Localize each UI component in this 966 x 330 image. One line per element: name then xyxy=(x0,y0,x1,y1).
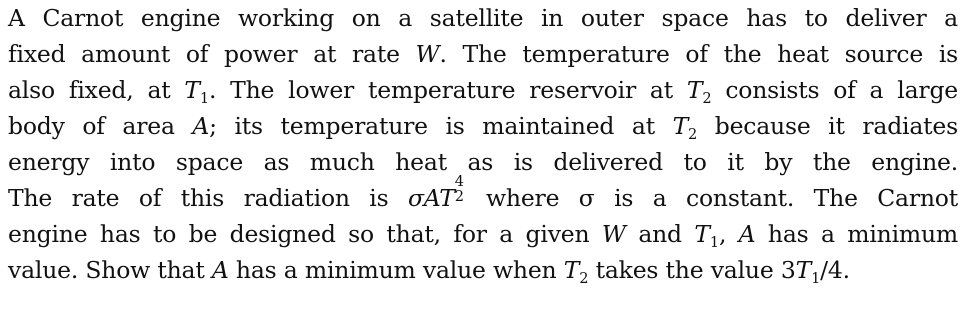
text-line-7 xyxy=(8,216,958,252)
text-line-5 xyxy=(8,144,958,180)
math-symbol: W xyxy=(415,40,440,68)
text-line-1 xyxy=(8,0,958,36)
text-run: consists of a large xyxy=(711,76,958,104)
math-supsub xyxy=(454,172,467,207)
math-subscript: 2 xyxy=(688,126,698,144)
text-line-6 xyxy=(8,172,959,216)
text-run: engine has to be designed so that, for a given xyxy=(8,220,602,248)
text-run: value. Show that xyxy=(8,256,212,284)
math-symbol: T xyxy=(672,112,689,140)
text-run: ; its temperature is maintained at xyxy=(209,112,673,140)
math-subscript: 1 xyxy=(199,90,209,108)
math-symbol: A xyxy=(423,184,440,212)
text-run: . The temperature of the heat source is xyxy=(439,40,958,68)
math-symbol: A xyxy=(192,112,210,140)
text-run: has a minimum xyxy=(755,220,958,248)
text-line-8 xyxy=(8,252,958,288)
math-symbol: T xyxy=(439,184,455,212)
text-run: takes the value 3 xyxy=(588,256,796,284)
text-run: has a minimum value when xyxy=(228,256,564,284)
math-symbol: T xyxy=(795,256,812,284)
text-run: The rate of this radiation is xyxy=(8,184,408,212)
math-symbol: A xyxy=(738,220,756,248)
math-symbol: T xyxy=(686,76,703,104)
math-subscript: 2 xyxy=(702,90,712,108)
text-run: also fixed, at xyxy=(8,76,185,104)
text-run: A Carnot engine working on a satellite in outer space has to deliver a xyxy=(8,4,958,32)
text-run: where σ is a constant. The Carnot xyxy=(466,184,959,212)
text-run: energy into space as much heat as is delivered to it by the engine. xyxy=(8,148,958,176)
math-symbol: T xyxy=(694,220,710,248)
text-run: . The lower temperature reservoir at xyxy=(208,76,687,104)
math-subscript: 2 xyxy=(454,187,464,205)
text-run: and xyxy=(625,220,695,248)
math-subscript: 1 xyxy=(709,234,719,252)
text-line-2 xyxy=(8,36,958,72)
text-line-4 xyxy=(8,108,958,144)
math-symbol: σ xyxy=(407,184,424,212)
text-run: body of area xyxy=(8,112,193,140)
math-symbol: T xyxy=(184,76,200,104)
text-line-3 xyxy=(8,72,958,108)
math-subscript: 2 xyxy=(579,270,589,288)
math-superscript: 4 xyxy=(454,172,464,190)
text-run: fixed amount of power at rate xyxy=(8,40,416,68)
math-symbol: W xyxy=(601,220,626,248)
problem-text xyxy=(8,0,958,288)
text-run: /4. xyxy=(820,256,850,284)
math-subscript: 1 xyxy=(811,270,821,288)
text-run: , xyxy=(718,220,739,248)
math-symbol: A xyxy=(211,256,229,284)
text-run: because it radiates xyxy=(697,112,958,140)
math-symbol: T xyxy=(563,256,580,284)
